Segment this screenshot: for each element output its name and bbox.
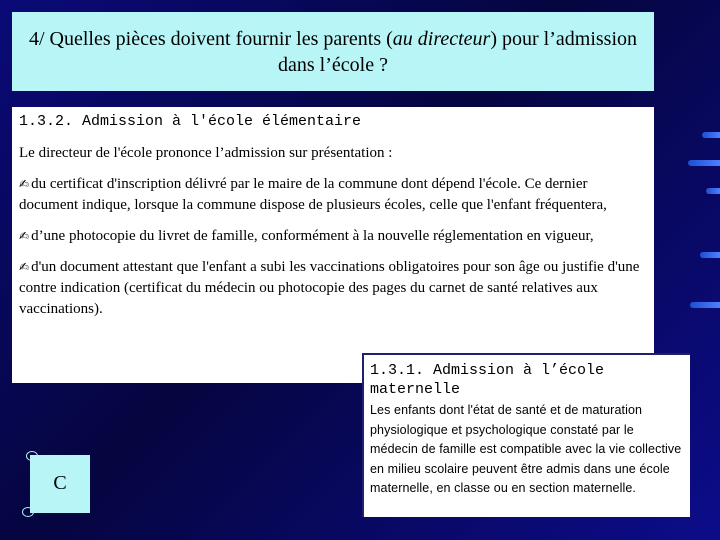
maternelle-heading: 1.3.1. Admission à l’école maternelle	[370, 362, 605, 398]
elementary-admission-box	[12, 107, 654, 383]
writing-hand-icon: ✍	[19, 260, 30, 274]
slide-title: 4/ Quelles pièces doivent fournir les parents (au directeur) pour l’admission dans l’école ?	[28, 27, 637, 76]
scroll-label	[22, 451, 90, 515]
list-item: ✍ d'un document attestant que l'enfant a subi les vaccinations obligatoires pour son âge ou justifie d'une contre indication (certificat du médecin ou photocopie des pages du carnet de santé relatives aux vaccinations).	[19, 259, 640, 317]
writing-hand-icon: ✍	[19, 229, 30, 243]
scroll-letter: C	[53, 472, 67, 494]
elementary-heading: 1.3.2. Admission à l'école élémentaire	[19, 113, 362, 130]
list-item: ✍ d’une photocopie du livret de famille, conformément à la nouvelle réglementation en vigueur,	[19, 228, 594, 244]
writing-hand-icon: ✍	[19, 177, 30, 191]
list-item: ✍ du certificat d'inscription délivré par le maire de la commune dont dépend l'école. Ce dernier document indique, lorsque la commune dispose de plusieurs écoles, celle que l'enfant fréquentera,	[19, 176, 607, 213]
intro-text: Le directeur de l'école prononce l’admission sur présentation :	[19, 145, 393, 161]
slide-title-box	[12, 12, 654, 91]
maternelle-text: Les enfants dont l'état de santé et de maturation physiologique et psychologique constaté par le médecin de famille est compatible avec la vie collective en milieu scolaire peuvent être admis dans une école maternelle, en classe ou en section maternelle.	[370, 403, 682, 495]
maternelle-admission-box	[362, 353, 690, 517]
